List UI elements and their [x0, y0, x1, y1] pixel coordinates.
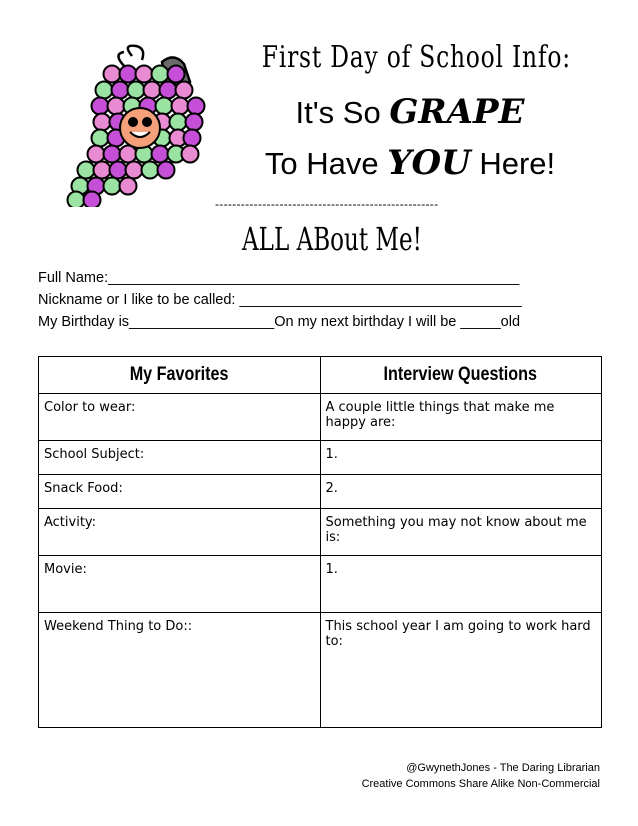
- favorite-cell[interactable]: Movie:: [39, 556, 321, 613]
- grape-berry: [184, 130, 201, 147]
- subtitle-line-2: [220, 143, 600, 183]
- grape-berry: [156, 98, 173, 115]
- birthday-field[interactable]: My Birthday is__________________On my next birthday I will be _____old: [38, 314, 521, 330]
- grape-berry: [78, 162, 95, 179]
- grape-berry: [128, 82, 145, 99]
- grape-berry: [172, 98, 189, 115]
- grape-berry: [94, 162, 111, 179]
- subtitle-text: It's So: [295, 95, 390, 130]
- question-cell[interactable]: A couple little things that make me happy are:: [320, 394, 602, 441]
- grape-berry: [168, 66, 185, 83]
- table-row: [39, 509, 602, 556]
- grape-berry: [188, 98, 205, 115]
- grape-berry: [152, 146, 169, 163]
- interview-header: Interview Questions: [320, 357, 602, 394]
- favorites-header: My Favorites: [39, 357, 321, 394]
- grape-berry: [120, 66, 137, 83]
- question-cell[interactable]: 2.: [320, 475, 602, 509]
- subtitle-line-1: [220, 92, 600, 132]
- page-title: First Day of School Info:: [261, 40, 571, 75]
- grape-berry: [96, 82, 113, 99]
- favorite-cell[interactable]: School Subject:: [39, 441, 321, 475]
- grape-berry: [126, 162, 143, 179]
- grape-berry: [68, 192, 85, 208]
- grape-berry: [88, 146, 105, 163]
- grape-berry: [92, 130, 109, 147]
- grape-berry: [92, 98, 109, 115]
- grape-berry: [142, 162, 159, 179]
- grape-berry: [104, 66, 121, 83]
- table-row: [39, 441, 602, 475]
- subtitle-text: To Have: [264, 146, 388, 181]
- grape-berry: [186, 114, 203, 131]
- grape-berry: [120, 178, 137, 195]
- table-row: [39, 475, 602, 509]
- subtitle-text: Here!: [470, 146, 556, 181]
- grape-berry: [160, 82, 177, 99]
- favorite-cell[interactable]: Weekend Thing to Do::: [39, 613, 321, 728]
- grape-mascot-icon: [62, 42, 212, 207]
- grape-berry: [144, 82, 161, 99]
- grape-berry: [110, 162, 127, 179]
- grape-berry: [104, 178, 121, 195]
- divider: ----------------------------------------------------: [215, 197, 439, 211]
- grape-emphasis: GRAPE: [389, 92, 525, 132]
- grape-berry: [170, 114, 187, 131]
- footer-credit: @GwynethJones - The Daring Librarian: [406, 762, 600, 774]
- grape-berry: [136, 66, 153, 83]
- question-cell[interactable]: 1.: [320, 441, 602, 475]
- grape-berry: [176, 82, 193, 99]
- favorite-cell[interactable]: Color to wear:: [39, 394, 321, 441]
- question-cell[interactable]: 1.: [320, 556, 602, 613]
- favorite-cell[interactable]: Snack Food:: [39, 475, 321, 509]
- grape-berry: [158, 162, 175, 179]
- grape-berry: [182, 146, 199, 163]
- grape-berry: [104, 146, 121, 163]
- footer-license: Creative Commons Share Alike Non-Commercial: [361, 778, 600, 790]
- table-row: [39, 394, 602, 441]
- grape-berry: [108, 98, 125, 115]
- grape-berry: [112, 82, 129, 99]
- grape-berry: [152, 66, 169, 83]
- table-row: [39, 613, 602, 728]
- you-emphasis: YOU: [387, 143, 471, 183]
- nickname-field[interactable]: Nickname or I like to be called: ___________________________________: [38, 292, 522, 308]
- table-row: [39, 556, 602, 613]
- question-cell[interactable]: Something you may not know about me is:: [320, 509, 602, 556]
- question-cell[interactable]: This school year I am going to work hard to:: [320, 613, 602, 728]
- grape-berry: [84, 192, 101, 208]
- favorites-table: [38, 356, 602, 728]
- favorite-cell[interactable]: Activity:: [39, 509, 321, 556]
- full-name-field[interactable]: Full Name:___________________________________________________: [38, 270, 520, 286]
- grape-berry: [94, 114, 111, 131]
- section-title: ALL ABout Me!: [242, 220, 422, 258]
